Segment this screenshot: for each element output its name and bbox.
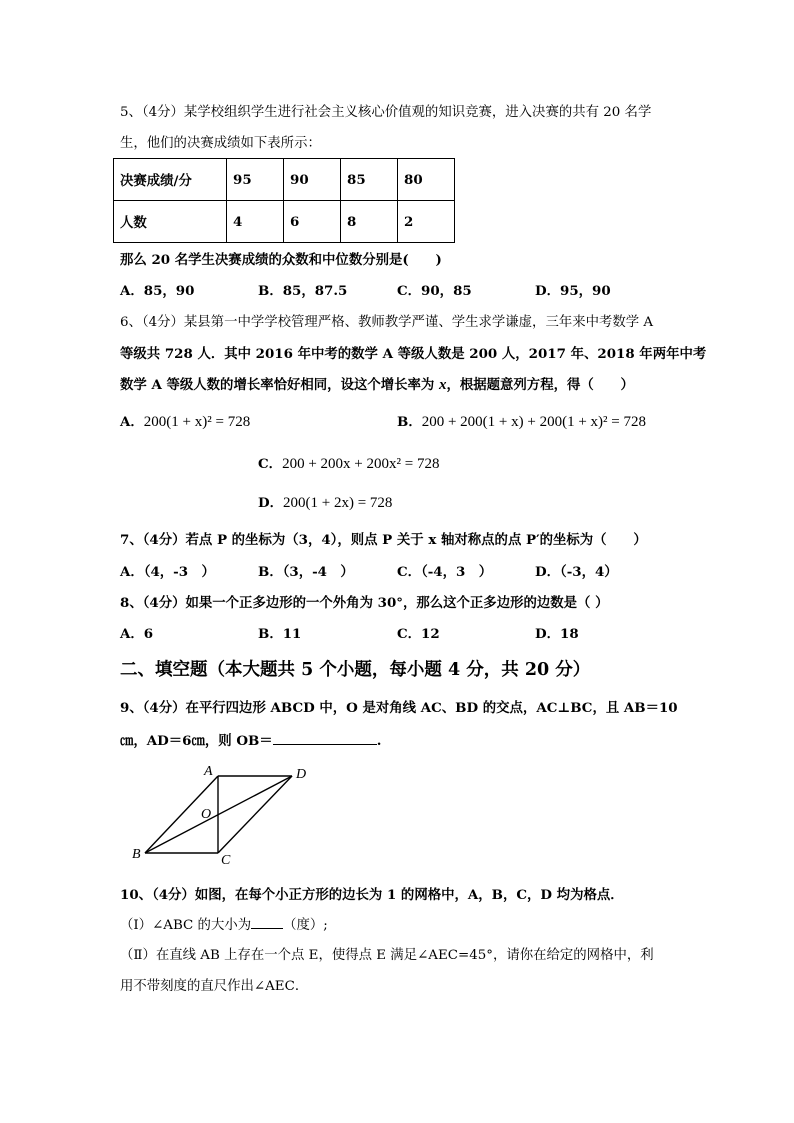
label-d: D <box>296 767 307 782</box>
table-cell: 6 <box>284 201 341 243</box>
q10-part2-line1: （Ⅱ）在直线 AB 上存在一个点 E，使得点 E 满足∠AEC=45°，请你在给定的网格中，利 <box>120 948 654 963</box>
label-o: O <box>201 807 212 822</box>
q9-stem-text: ㎝，AD＝6㎝，则 OB＝ <box>120 733 273 749</box>
q5-option-b: B．85，87.5 <box>258 283 348 299</box>
option-formula: 200 + 200(1 + x) + 200(1 + x)² = 728 <box>421 414 646 430</box>
q10-part2-line2: 用不带刻度的直尺作出∠AEC． <box>120 979 309 994</box>
q5-question: 那么 20 名学生决赛成绩的众数和中位数分别是( ) <box>120 252 442 268</box>
label-c: C <box>221 853 231 868</box>
q6-stem-text: 数学 A 等级人数的增长率恰好相同，设这个增长率为 <box>120 377 439 393</box>
option-formula: 200 + 200x + 200x² = 728 <box>282 456 440 472</box>
q6-stem-line2: 等级共 728 人．其中 2016 年中考的数学 A 等级人数是 200 人，2017 年、2018 年两年中考 <box>120 346 707 362</box>
q8-option-d: D．18 <box>535 626 579 642</box>
table-cell: 人数 <box>114 201 227 243</box>
q6-option-a <box>120 413 250 431</box>
option-label: A． <box>120 414 144 430</box>
q5-option-a: A．85，90 <box>120 283 195 299</box>
label-a: A <box>204 764 213 779</box>
option-label: D． <box>258 495 284 511</box>
q10-text: （Ⅰ）∠ABC 的大小为 <box>120 918 252 933</box>
q8-option-a: A．6 <box>120 626 154 642</box>
table-cell: 2 <box>398 201 455 243</box>
table-cell: 8 <box>341 201 398 243</box>
option-formula: 200(1 + x)² = 728 <box>143 414 251 430</box>
q8-option-c: C．12 <box>397 626 440 642</box>
q6-option-c <box>258 455 439 473</box>
q10-text: （度）; <box>283 918 328 933</box>
q9-stem-text: . <box>376 733 382 749</box>
score-table <box>113 158 455 243</box>
q5-option-d: D．95，90 <box>535 283 611 299</box>
option-label: B． <box>397 414 422 430</box>
q7-option-a: A．（4，-3 ） <box>120 564 215 580</box>
table-row <box>114 201 455 243</box>
q9-stem-line2 <box>120 731 381 750</box>
parallelogram-figure <box>128 758 318 868</box>
q6-stem-line3 <box>120 376 634 394</box>
q6-stem-text: ，根据题意列方程，得（ ） <box>446 377 634 393</box>
q5-stem-line1: 5、（4分）某学校组织学生进行社会主义核心价值观的知识竞赛，进入决赛的共有 20 名学 <box>120 105 652 120</box>
table-row <box>114 159 455 201</box>
q7-option-d: D．（-3，4） <box>535 564 618 580</box>
q10-stem-line1: 10、（4分）如图，在每个小正方形的边长为 1 的网格中，A，B，C，D 均为格点． <box>120 887 624 903</box>
q7-option-c: C．（-4，3 ） <box>397 564 493 580</box>
table-cell: 90 <box>284 159 341 201</box>
label-b: B <box>132 847 141 862</box>
table-cell: 4 <box>227 201 284 243</box>
q6-option-b <box>397 413 646 431</box>
q6-stem-line1: 6、（4分）某县第一中学学校管理严格、教师教学严谨、学生求学谦虚，三年来中考数学 A <box>120 315 654 330</box>
table-cell: 95 <box>227 159 284 201</box>
table-cell: 决赛成绩/分 <box>114 159 227 201</box>
table-cell: 85 <box>341 159 398 201</box>
q6-variable: x <box>438 377 447 393</box>
q7-option-b: B．（3，-4 ） <box>258 564 354 580</box>
q6-option-d <box>258 494 392 512</box>
q8-option-b: B．11 <box>258 626 302 642</box>
table-cell: 80 <box>398 159 455 201</box>
option-formula: 200(1 + 2x) = 728 <box>283 495 393 511</box>
q5-stem-line2: 生，他们的决赛成绩如下表所示： <box>120 136 321 151</box>
q5-option-c: C．90，85 <box>397 283 472 299</box>
q8-stem: 8、（4分）如果一个正多边形的一个外角为 30°，那么这个正多边形的边数是（ ） <box>120 595 609 611</box>
q9-stem-line1: 9、（4分）在平行四边形 ABCD 中，O 是对角线 AC、BD 的交点，AC⊥BC，且 AB＝10 <box>120 700 678 716</box>
option-label: C． <box>258 456 283 472</box>
section-heading: 二、填空题（本大题共 5 个小题，每小题 4 分，共 20 分） <box>120 660 591 680</box>
q7-stem: 7、（4分）若点 P 的坐标为（3，4），则点 P 关于 x 轴对称点的点 P′的坐标为（ ） <box>120 532 647 548</box>
q10-part1 <box>120 916 328 935</box>
answer-blank[interactable] <box>251 916 283 929</box>
answer-blank[interactable] <box>273 731 377 745</box>
